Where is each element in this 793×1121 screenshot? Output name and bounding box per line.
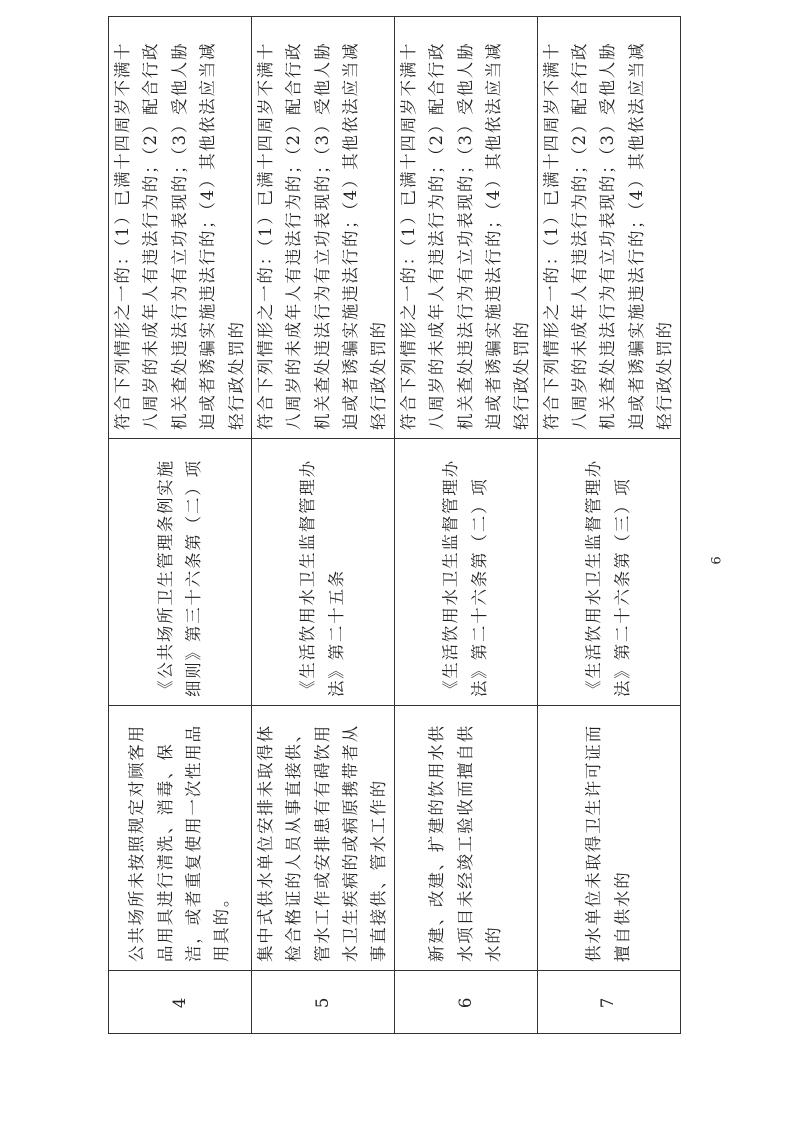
mitigation-conditions: 符合下列情形之一的：（1）已满十四周岁不满十八周岁的未成年人有违法行为的；（2）配合行政机关查处违法行为有立功表现的；（3）受他人胁迫或者诱骗实施违法行的；（4）其他依法应当减轻行政处罚的: [251, 17, 394, 439]
table-row: [109, 17, 252, 1034]
table-row: [537, 17, 680, 1034]
row-number: 6: [394, 971, 537, 1034]
rotated-table-container: [108, 41, 675, 1034]
legal-basis: 《生活饮用水卫生监督管理办法》第二十六条第（三）项: [537, 439, 680, 706]
violation-description: 供水单位未取得卫生许可证而擅自供水的: [537, 706, 680, 971]
page-number: 6: [709, 556, 725, 565]
table-row: [394, 17, 537, 1034]
violation-description: 公共场所未按照规定对顾客用品用具进行清洗、消毒、保洁，或者重复使用一次性用品用具的。: [109, 706, 252, 971]
legal-basis: 《公共场所卫生管理条例实施细则》第三十六条第（二）项: [109, 439, 252, 706]
legal-basis: 《生活饮用水卫生监督管理办法》第二十六条第（二）项: [394, 439, 537, 706]
mitigation-conditions: 符合下列情形之一的：（1）已满十四周岁不满十八周岁的未成年人有违法行为的；（2）配合行政机关查处违法行为有立功表现的；（3）受他人胁迫或者诱骗实施违法行的；（4）其他依法应当减轻行政处罚的: [537, 17, 680, 439]
violation-description: 集中式供水单位安排未取得体检合格证的人员从事直接供、管水工作或安排患有有碍饮用水卫生疾病的或病原携带者从事直接供、管水工作的: [251, 706, 394, 971]
row-number: 5: [251, 971, 394, 1034]
mitigation-conditions: 符合下列情形之一的：（1）已满十四周岁不满十八周岁的未成年人有违法行为的；（2）配合行政机关查处违法行为有立功表现的；（3）受他人胁迫或者诱骗实施违法行的；（4）其他依法应当减轻行政处罚的: [109, 17, 252, 439]
violation-description: 新建、改建、扩建的饮用水供水项目未经竣工验收而擅自供水的: [394, 706, 537, 971]
row-number: 7: [537, 971, 680, 1034]
table-row: [251, 17, 394, 1034]
mitigation-conditions: 符合下列情形之一的：（1）已满十四周岁不满十八周岁的未成年人有违法行为的；（2）配合行政机关查处违法行为有立功表现的；（3）受他人胁迫或者诱骗实施违法行的；（4）其他依法应当减轻行政处罚的: [394, 17, 537, 439]
row-number: 4: [109, 971, 252, 1034]
legal-basis: 《生活饮用水卫生监督管理办法》第二十五条: [251, 439, 394, 706]
penalty-table: [108, 16, 681, 1034]
